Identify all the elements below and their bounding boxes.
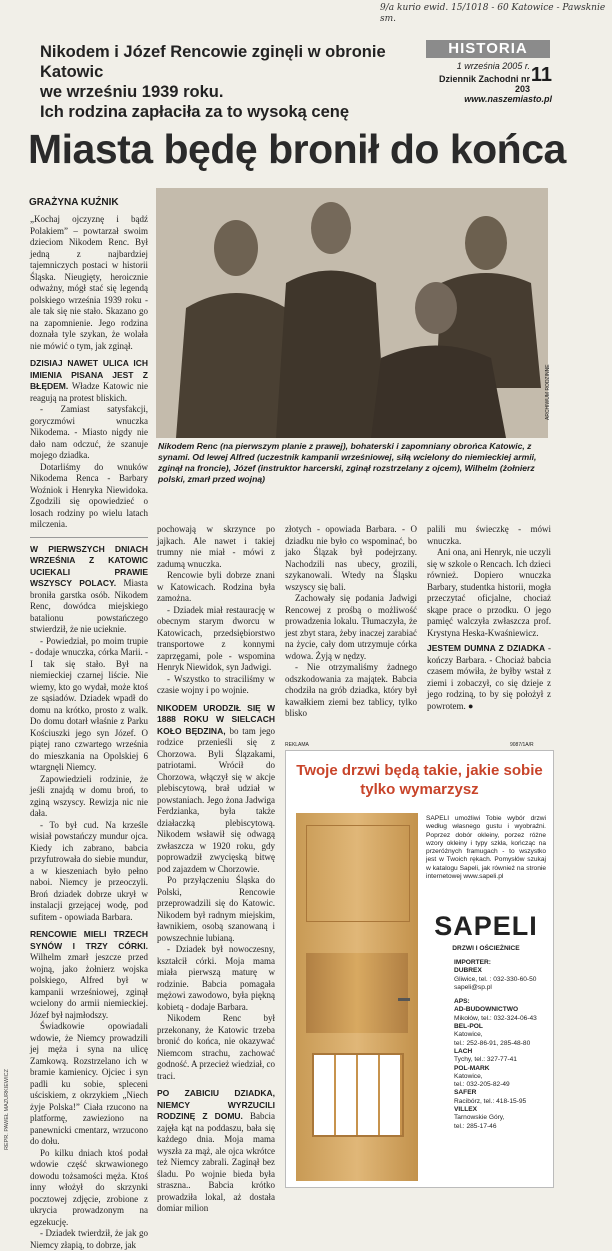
door-handle bbox=[398, 998, 410, 1001]
lead-continuation: Władze Katowic nie reagują na protest bliskich. bbox=[30, 381, 148, 403]
column-2 bbox=[157, 524, 275, 1215]
paragraph: Po przyłączeniu Śląska do Polski, Rencowie przeprowadzili się do Katowic. Nikodem był radnym miejskim, ławnikiem, osobą szanowaną i powszechnie lubianą. bbox=[157, 875, 275, 943]
door-panel-mid bbox=[306, 953, 408, 1033]
paragraph: - To był cud. Na krześle wisiał powstańczy mundur ojca. Kiedy ich zabrano, babcia przyfutrowała do siebie mundur, a w kieszeniach było pełno naboi. Niemcy je przeoczyli. Broń dziadek dobrze ukrył w instalacji grzejącej wodę, pod sufitem - opowiada Barbara. bbox=[30, 819, 148, 922]
page-number: 11 bbox=[530, 64, 552, 86]
lead-continuation: bo tam jego rodzice przenieśli się z Chorzowa. Byli Ślązakami, patriotami. Wrócił do Chorzowa, włączył się w akcje plebiscytową, brał udział w powstaniach. Jego żona Jadwiga Ferdzianka, była także działaczką plebiscytową. Nikodem wsławił się odwagą zwłaszcza w 1920 roku, gdy poprowadził zwycięską bitwę pod zajazdem w Chorzowie. bbox=[157, 725, 275, 874]
ad-headline: Twoje drzwi będą takie, jakie sobie tylko wymarzysz bbox=[296, 762, 543, 798]
paragraph: Rencowie byli dobrze znani w Katowicach. Rodzina była zamożna. bbox=[157, 570, 275, 603]
column-4 bbox=[427, 524, 551, 712]
dealer-line: Katowice, bbox=[454, 1072, 483, 1080]
paragraph: Dotarliśmy do wnuków Nikodema Renca - Barbary Woźniok i Henryka Niewidoka. Zgodzili się opowiedzieć o losach rodziny po wielu latach milczenia. bbox=[30, 461, 148, 529]
column-1 bbox=[30, 214, 148, 1251]
dealer-line: Tychy, tel.: 327-77-41 bbox=[454, 1056, 517, 1064]
dealer-line: POL-MARK bbox=[454, 1064, 490, 1072]
sapeli-tagline: DRZWI I OŚCIEŻNICE bbox=[452, 945, 520, 952]
family-photo-figures bbox=[156, 188, 548, 438]
paragraph: „Kochaj ojczyznę i bądź Polakiem” – powtarzał swoim dzieciom Nikodem Renc. Był jedną z najbardziej tajemniczych postaci w historii Śląska. Nieugięty, heroicznie odważny, mógł stać się legendą polskiego września 1939 roku - ale tak się nie stało. Skazano go na zapomnienie. Jego rodzina doznała tyle szykan, że wolała nie mówić o tym, jak zginął. bbox=[30, 214, 148, 351]
issue-date: 1 września 2005 r. bbox=[456, 61, 530, 71]
dealer-line: BEL-POL bbox=[454, 1023, 483, 1031]
dealer-line: Racibórz, tel.: 418-15-95 bbox=[454, 1097, 527, 1105]
paragraph: - Dziadek twierdził, że jak go Niemcy złapią, to dobrze, jak bbox=[30, 1228, 148, 1250]
ad-code: 9087/1A/R bbox=[510, 742, 534, 748]
subtitle-line-3: Ich rodzina zapłaciła za to wysoką cenę bbox=[40, 103, 350, 121]
photo-caption: Nikodem Renc (na pierwszym planie z prawej), bohaterski i zapomniany obrońca Katowic, z synami. Od lewej Alfred (uczestnik kampanii wrześniowej, siłą wcielony do niemieckiej armii, zginął na froncie), Józef (instruktor harcerski, zginął rozstrzelany z ojcem), Wilhelm (żołnierz polski, zmarł przed wojną) bbox=[158, 441, 537, 484]
paragraph: Po kilku dniach ktoś podał wdowie część skrwawionego dowodu tożsamości męża. Ktoś inny włożył do skrzynki pocztowej zdjęcie, zrobione z ukrycia prowadzonym na egzekucję. bbox=[30, 1147, 148, 1227]
dealer-line: sapeli@sp.pl bbox=[454, 983, 492, 991]
sapeli-advertisement[interactable] bbox=[285, 750, 554, 1188]
ad-label: REKLAMA bbox=[285, 742, 309, 748]
lead-continuation: - kończy Barbara. - Chociaż babcia czasem mówiła, że byłby wstał z ziemi i zobaczył, co się dzieje z jego rodziną, to by się położył z powrotem. ● bbox=[427, 643, 551, 711]
dealer-line: SAFER bbox=[454, 1089, 477, 1097]
dealer-list bbox=[454, 959, 546, 1131]
lead-paragraph: PO ZABICIU DZIADKA, NIEMCY WYRZUCILI RODZINĘ Z DOMU. Babcia zajęła kąt na poddaszu, bała się każdego dnia. Moja mama wyszła za mąż, ale ojca wkrótce też Niemcy zabrali. Zaginął bez śladu. Po wojnie bieda była straszna.. Babcia krótko prowadziła lokal, aż dostała domiar milion bbox=[157, 1088, 275, 1213]
dealer-line: tel.: 285-17-46 bbox=[454, 1122, 497, 1130]
ad-body: SAPELI umożliwi Tobie wybór drzwi według własnego gustu i wyobraźni. Poprzez dobór okleiny, porzez różne wzory okleiny i typy szkła, kończąc na przeróżnych framugach - to wszystko jest w Twoich rękach. Pomysłów szukaj w katalogu Sapeli, jak również na stronie internetowej www.sapeli.pl bbox=[426, 815, 546, 881]
paragraph: - Powiedział, po moim trupie - dodaje wnuczka, córka Marii. - I tak się stało. Był na niemieckiej czarnej liście. Nie wiemy, kto go wydał, może ktoś ze sąsiadów. Dziadek wpadł do domu na krótko, prosto z walk. Do domu dotarł właśnie z Parku Kościuszki jego syn Józef. O piątej rano czwartego września do mieszkania na Opolskiej 6 wtargnęli Niemcy. bbox=[30, 635, 148, 772]
dealer-line: tel.: 032-205-82-49 bbox=[454, 1081, 510, 1089]
door-image bbox=[296, 813, 418, 1181]
dealer-line: IMPORTER: bbox=[454, 959, 491, 966]
photo-credit: ARCHIWUM RODZINNE bbox=[545, 364, 551, 420]
paragraph: - Zamiast satysfakcji, goryczmówi wnuczka Nikodema. - Miasto nigdy nie dało nam odczuć, że szanuje mojego dziadka. bbox=[30, 404, 148, 460]
paragraph: Zachowały się podania Jadwigi Rencowej z prośbą o możliwość prowadzenia lokalu. Tłumaczyła, że jest zbyt stara, żeby inaczej zarabiać na życie, cały dom utrzymuje córka wdowa. Żyją w nędzy. bbox=[285, 593, 417, 661]
paragraph: Ani ona, ani Henryk, nie uczyli się w szkole o Rencach. Ich dzieci również. Dopiero wnuczka Barbary, studentka historii, mogła przeczytać oficjalne, chociaż skąpe prace o przodku. O jego pamięć walczyła zwłaszcza prof. Krystyna Heska-Kwaśniewicz. bbox=[427, 547, 551, 638]
dealer-line: LACH bbox=[454, 1047, 473, 1055]
column-3 bbox=[285, 524, 417, 720]
lead-paragraph: RENCOWIE MIELI TRZECH SYNÓW I TRZY CÓRKI. Wilhelm zmarł jeszcze przed wojną, jako żołnierz wojska polskiego, Alfred był w kampanii wrześniowej, zginął wcielony do armii niemieckiej. Józef był najmłodszy. bbox=[30, 929, 148, 1020]
paragraph: - Dziadek był nowoczesny, kształcił córki. Moja mama miała pierwszą maturę w rodzinie. Babcia pomagała mężowi zawodowo, była piękną kobietą - dodaje Barbara. bbox=[157, 944, 275, 1012]
lead-paragraph: W PIERWSZYCH DNIACH WRZEŚNIA Z KATOWIC UCIEKALI PRAWIE WSZYSCY POLACY. Miasta broniła garstka osób. Nikodem Renc, dowódca miejskiego batalionu powstańczego stwierdził, że nie ucieknie. bbox=[30, 543, 148, 634]
lead-paragraph: DZISIAJ NAWET ULICA ICH IMIENIA PISANA JEST Z BŁĘDEM. Władze Katowic nie reagują na protest bliskich. bbox=[30, 358, 148, 403]
author-name: GRAŻYNA KUŹNIK bbox=[29, 197, 119, 208]
lead-continuation: Miasta broniła garstka osób. Nikodem Renc, dowódca miejskiego batalionu powstańczego stwierdził, że nie ucieknie. bbox=[30, 578, 148, 634]
lead-paragraph: JESTEM DUMNA Z DZIADKA - kończy Barbara. - Chociaż babcia czasem mówiła, że byłby wstał z ziemi i zobaczył, co się dzieje z jego rodziną, to by się położył z powrotem. ● bbox=[427, 643, 551, 711]
dealer-line: Mikołów, tel.: 032-324-06-43 bbox=[454, 1014, 537, 1022]
paragraph: - Wszystko to straciliśmy w czasie wojny i po wojnie. bbox=[157, 673, 275, 695]
subtitle-line-1: Nikodem i Józef Rencowie zginęli w obronie Katowic bbox=[40, 43, 386, 81]
paragraph: - Nie otrzymaliśmy żadnego odszkodowania za majątek. Babcia chodziła na grób dziadka, który był kawałkiem ziemi bez tablicy, tylko blisko bbox=[285, 662, 417, 718]
paragraph: pochowają w skrzynce po jajkach. Ale nawet i takiej trumny nie miał - mówi z zadumą wnuczka. bbox=[157, 524, 275, 569]
site-url: www.naszemiasto.pl bbox=[464, 94, 552, 104]
subtitle-line-2: we wrześniu 1939 roku. bbox=[40, 83, 224, 101]
dealer-line: Gliwice, tel. : 032-330-60-50 bbox=[454, 975, 537, 983]
door-glass-grid bbox=[312, 1053, 404, 1137]
section-label: HISTORIA bbox=[426, 40, 550, 58]
dealer-line: tel.: 252-86-91, 285-48-80 bbox=[454, 1039, 531, 1047]
lead-paragraph: NIKODEM URODZIŁ SIĘ W 1888 ROKU W SIELCACH KOŁO BĘDZINA, bo tam jego rodzice przenieśli się z Chorzowa. Byli Ślązakami, patriotami. Wrócił do Chorzowa, włączył się w akcje plebiscytową, brał udział w powstaniach. Jego żona Jadwiga Ferdzianka, była także działaczką plebiscytową. Nikodem wsławił się odwagą zwłaszcza w 1920 roku, gdy poprowadził zwycięską bitwę pod zajazdem w Chorzowie. bbox=[157, 702, 275, 874]
sapeli-logo: SAPELI bbox=[434, 911, 538, 941]
column-divider bbox=[30, 537, 148, 538]
paragraph: złotych - opowiada Barbara. - O dziadku nie było co wspominać, bo jako Ślązak był podejrzany. Nachodzili nas ubecy, grozili, szykanowali. Wtedy na Śląsku wszyscy się bali. bbox=[285, 524, 417, 592]
dealer-line: Katowice, bbox=[454, 1031, 483, 1039]
door-panel-top bbox=[306, 825, 410, 922]
lead-continuation: Babcia zajęła kąt na poddaszu, bała się każdego dnia. Moja mama wyszła za mąż, ale ojca wkrótce też Niemcy zabrali. Zaginął bez śladu. Po wojnie bieda była straszna.. Babcia krótko prowadziła lokal, aż dostała domiar milion bbox=[157, 1111, 275, 1213]
article-subtitle bbox=[40, 42, 420, 122]
paragraph: palili mu świeczkę - mówi wnuczka. bbox=[427, 524, 551, 546]
dealer-line: DUBREX bbox=[454, 967, 482, 975]
lead-continuation: Wilhelm zmarł jeszcze przed wojną, jako żołnierz wojska polskiego, Alfred był w kampanii wrześniowej, zginął wcielony do armii niemieckiej. Józef był najmłodszy. bbox=[30, 952, 148, 1020]
paragraph: - Dziadek miał restaurację w obecnym starym dworcu w Katowicach, przedsiębiorstwo transportowe z konnymi zaprzęgami, pole - wspomina Henryk Niewidok, syn Jadwigi. bbox=[157, 604, 275, 672]
dealer-line: VILLEX bbox=[454, 1106, 478, 1114]
paper-name: Dziennik Zachodni nr 203 bbox=[438, 74, 530, 94]
paragraph: Nikodem Renc był przekonany, że Katowic trzeba bronić do końca, nie okazywać Niemcom strachu, zachować godność. A przecież wiedział, co traci. bbox=[157, 1013, 275, 1081]
paragraph: Zapowiedzieli rodzinie, że jeśli znajdą w domu broń, to zginą wszyscy. Rewizja nic nie dała. bbox=[30, 773, 148, 818]
paragraph: Świadkowie opowiadali wdowie, że Niemcy prowadzili jej męża i syna na ulicę Zamkową. Rozstrzelano ich w bramie kamienicy. Ojciec i syn padli ku sobie, spleceni uściskiem, z okrzykiem „Niech żyje Polska!” Ciała rzucono na platformę, zawieziono na panewnicki cmentarz, wrzucono do dołu. bbox=[30, 1021, 148, 1146]
reproduction-credit: REPR. PAWEŁ MAZURKIEWICZ bbox=[4, 1069, 10, 1150]
article-title: Miasta będę bronił do końca bbox=[28, 126, 566, 172]
dealer-line: Tarnowskie Góry, bbox=[454, 1114, 505, 1122]
dealer-line: APS: bbox=[454, 998, 470, 1006]
family-photo bbox=[156, 188, 548, 438]
dealer-line: AD-BUDOWNICTWO bbox=[454, 1006, 519, 1014]
handwritten-note: 9/a kurio ewid. 15/1018 - 60 Katowice - Pawsknie sm. bbox=[380, 3, 606, 24]
